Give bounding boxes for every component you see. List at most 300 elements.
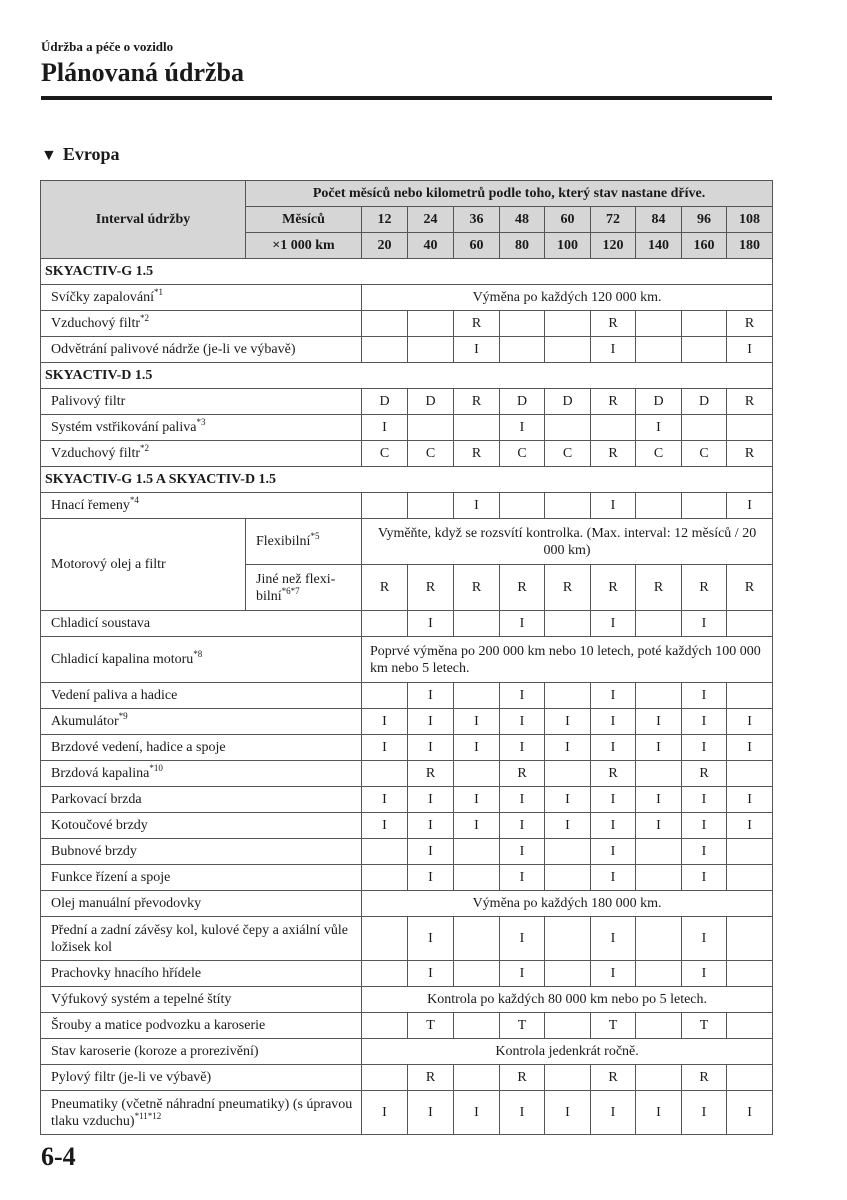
interval-note: Poprvé výměna po 200 000 km nebo 10 letech, poté každých 100 000 km nebo 5 letech. xyxy=(362,637,773,683)
table-row xyxy=(41,735,773,761)
interval-cell: D xyxy=(682,389,727,415)
interval-cell xyxy=(545,839,591,865)
interval-cell xyxy=(362,1065,408,1091)
table-row xyxy=(41,493,773,519)
interval-cell xyxy=(545,415,591,441)
interval-cell: R xyxy=(362,565,408,611)
interval-cell xyxy=(362,761,408,787)
interval-cell: I xyxy=(727,787,773,813)
interval-header: Interval údržby xyxy=(41,181,246,259)
interval-cell: I xyxy=(682,683,727,709)
item-label-cell xyxy=(41,787,362,813)
interval-cell: I xyxy=(591,493,636,519)
item-label-cell xyxy=(41,961,362,987)
interval-cell: I xyxy=(682,917,727,961)
table-row xyxy=(41,891,773,917)
interval-cell: I xyxy=(636,1091,682,1135)
month-value: 48 xyxy=(500,207,545,233)
month-value: 36 xyxy=(454,207,500,233)
km-label: ×1 000 km xyxy=(246,233,362,259)
section-row xyxy=(41,467,773,493)
item-label: Odvětrání palivové nádrže (je-li ve výbavě) xyxy=(51,342,296,357)
interval-cell xyxy=(454,961,500,987)
oil-flexible-cell xyxy=(246,519,362,565)
item-label: Vzduchový filtr xyxy=(51,446,141,461)
interval-cell: I xyxy=(454,337,500,363)
interval-cell: I xyxy=(545,813,591,839)
interval-cell: R xyxy=(727,311,773,337)
table-row xyxy=(41,611,773,637)
interval-cell: R xyxy=(408,1065,454,1091)
months-label: Měsíců xyxy=(246,207,362,233)
month-value: 24 xyxy=(408,207,454,233)
table-row xyxy=(41,637,773,683)
interval-cell xyxy=(362,337,408,363)
interval-cell: I xyxy=(500,917,545,961)
interval-cell: I xyxy=(408,709,454,735)
interval-cell: C xyxy=(636,441,682,467)
item-label-cell xyxy=(41,337,362,363)
interval-cell: R xyxy=(727,565,773,611)
section-row xyxy=(41,363,773,389)
interval-cell: R xyxy=(545,565,591,611)
interval-cell: R xyxy=(500,761,545,787)
item-label-cell xyxy=(41,683,362,709)
item-label-cell xyxy=(41,493,362,519)
interval-cell: I xyxy=(727,493,773,519)
item-label: Olej manuální převodovky xyxy=(51,896,202,911)
interval-cell xyxy=(636,761,682,787)
interval-cell: I xyxy=(362,415,408,441)
interval-cell xyxy=(545,493,591,519)
item-label-cell xyxy=(41,987,362,1013)
interval-cell: D xyxy=(545,389,591,415)
interval-cell xyxy=(591,415,636,441)
month-value: 84 xyxy=(636,207,682,233)
table-row xyxy=(41,813,773,839)
interval-cell xyxy=(636,961,682,987)
interval-cell: I xyxy=(545,787,591,813)
interval-cell: I xyxy=(500,839,545,865)
interval-cell: I xyxy=(408,839,454,865)
interval-cell xyxy=(636,1065,682,1091)
interval-cell: I xyxy=(408,813,454,839)
interval-cell xyxy=(545,1065,591,1091)
item-label: Funkce řízení a spoje xyxy=(51,870,171,885)
interval-cell: R xyxy=(591,565,636,611)
interval-cell: T xyxy=(682,1013,727,1039)
maintenance-table xyxy=(40,180,773,1135)
interval-cell xyxy=(408,311,454,337)
interval-cell: I xyxy=(636,709,682,735)
interval-cell: I xyxy=(500,813,545,839)
interval-cell: C xyxy=(682,441,727,467)
interval-cell: I xyxy=(682,813,727,839)
item-label-cell xyxy=(41,311,362,337)
interval-cell: I xyxy=(591,787,636,813)
month-value: 96 xyxy=(682,207,727,233)
month-value: 60 xyxy=(545,207,591,233)
interval-cell: R xyxy=(591,311,636,337)
interval-cell: C xyxy=(545,441,591,467)
header-row-top xyxy=(41,181,773,207)
interval-cell xyxy=(636,611,682,637)
interval-cell: I xyxy=(500,865,545,891)
item-label: Vedení paliva a hadice xyxy=(51,688,178,703)
interval-cell: C xyxy=(362,441,408,467)
interval-cell: I xyxy=(408,917,454,961)
interval-cell: I xyxy=(408,683,454,709)
interval-cell xyxy=(636,683,682,709)
interval-cell xyxy=(454,839,500,865)
interval-cell: I xyxy=(682,611,727,637)
item-label-cell xyxy=(41,415,362,441)
interval-cell xyxy=(682,311,727,337)
item-label-cell xyxy=(41,441,362,467)
interval-cell: I xyxy=(500,415,545,441)
interval-cell xyxy=(636,917,682,961)
oil-other-label: Jiné než flexi-bilní xyxy=(256,571,336,604)
interval-cell: C xyxy=(500,441,545,467)
item-label: Pylový filtr (je-li ve výbavě) xyxy=(51,1070,212,1085)
table-row xyxy=(41,1065,773,1091)
km-value: 180 xyxy=(727,233,773,259)
page-title: Plánovaná údržba xyxy=(41,58,244,87)
km-value: 100 xyxy=(545,233,591,259)
item-label: Svíčky zapalování xyxy=(51,290,155,305)
interval-cell: R xyxy=(454,441,500,467)
item-label-cell xyxy=(41,1013,362,1039)
interval-cell: T xyxy=(591,1013,636,1039)
section-label: SKYACTIV-D 1.5 xyxy=(41,363,773,389)
item-label: Chladicí soustava xyxy=(51,616,151,631)
interval-cell xyxy=(682,493,727,519)
interval-cell xyxy=(454,761,500,787)
interval-cell xyxy=(500,337,545,363)
interval-cell: I xyxy=(408,611,454,637)
interval-cell: I xyxy=(682,865,727,891)
interval-cell: R xyxy=(727,389,773,415)
item-label-cell xyxy=(41,1065,362,1091)
interval-cell xyxy=(727,1013,773,1039)
interval-cell: R xyxy=(591,441,636,467)
item-label: Brzdové vedení, hadice a spoje xyxy=(51,740,226,755)
interval-cell: R xyxy=(636,565,682,611)
interval-cell: R xyxy=(682,761,727,787)
interval-cell xyxy=(636,311,682,337)
interval-cell xyxy=(727,611,773,637)
km-value: 80 xyxy=(500,233,545,259)
interval-cell xyxy=(362,961,408,987)
footnote-ref: *11*12 xyxy=(134,1110,162,1121)
table-row xyxy=(41,1013,773,1039)
interval-cell xyxy=(500,493,545,519)
table-row xyxy=(41,311,773,337)
interval-cell: I xyxy=(362,709,408,735)
interval-note: Kontrola po každých 80 000 km nebo po 5 letech. xyxy=(362,987,773,1013)
interval-cell: I xyxy=(362,787,408,813)
item-label: Parkovací brzda xyxy=(51,792,142,807)
km-value: 140 xyxy=(636,233,682,259)
interval-cell: I xyxy=(454,709,500,735)
table-row xyxy=(41,987,773,1013)
interval-cell: R xyxy=(454,311,500,337)
table-row xyxy=(41,961,773,987)
interval-cell: R xyxy=(408,565,454,611)
interval-cell xyxy=(545,1013,591,1039)
interval-cell xyxy=(362,611,408,637)
footnote-ref: *10 xyxy=(149,763,163,773)
section-label: SKYACTIV-G 1.5 A SKYACTIV-D 1.5 xyxy=(41,467,773,493)
interval-cell: R xyxy=(591,389,636,415)
footnote-ref: *2 xyxy=(140,313,150,323)
interval-cell: R xyxy=(682,565,727,611)
interval-cell: I xyxy=(500,787,545,813)
interval-cell: I xyxy=(408,787,454,813)
item-label: Prachovky hnacího hřídele xyxy=(51,966,202,981)
interval-cell xyxy=(636,865,682,891)
interval-cell xyxy=(727,961,773,987)
interval-cell: I xyxy=(591,337,636,363)
table-row xyxy=(41,415,773,441)
interval-cell xyxy=(362,839,408,865)
interval-cell: I xyxy=(500,735,545,761)
interval-cell: I xyxy=(727,813,773,839)
interval-note: Výměna po každých 180 000 km. xyxy=(362,891,773,917)
interval-cell xyxy=(545,683,591,709)
interval-cell xyxy=(636,493,682,519)
interval-cell xyxy=(454,683,500,709)
footnote-ref: *3 xyxy=(196,417,206,427)
interval-cell: I xyxy=(636,415,682,441)
item-label: Pneumatiky (včetně náhradní pneumatiky) (s úpravou tlaku vzduchu) xyxy=(51,1096,353,1129)
interval-cell: R xyxy=(591,761,636,787)
item-label-cell xyxy=(41,285,362,311)
item-label: Hnací řemeny xyxy=(51,498,130,513)
interval-cell: I xyxy=(454,813,500,839)
footnote-ref: *9 xyxy=(118,711,128,721)
table-row xyxy=(41,865,773,891)
interval-cell xyxy=(727,415,773,441)
interval-cell: I xyxy=(727,709,773,735)
interval-note: Kontrola jedenkrát ročně. xyxy=(362,1039,773,1065)
interval-cell: I xyxy=(591,709,636,735)
interval-cell: R xyxy=(591,1065,636,1091)
month-value: 72 xyxy=(591,207,636,233)
interval-cell: I xyxy=(454,493,500,519)
item-label-cell xyxy=(41,839,362,865)
table-row xyxy=(41,1091,773,1135)
item-label: Palivový filtr xyxy=(51,394,126,409)
km-value: 160 xyxy=(682,233,727,259)
item-label: Přední a zadní závěsy kol, kulové čepy a axiální vůle ložisek kol xyxy=(51,922,349,955)
interval-cell: I xyxy=(591,865,636,891)
interval-cell: I xyxy=(591,961,636,987)
breadcrumb: Údržba a péče o vozidlo xyxy=(41,39,174,54)
interval-cell: R xyxy=(408,761,454,787)
item-label: Stav karoserie (koroze a prorezivění) xyxy=(51,1044,259,1059)
table-body xyxy=(41,181,773,1135)
interval-cell: R xyxy=(500,1065,545,1091)
item-label: Vzduchový filtr xyxy=(51,316,141,331)
table-row xyxy=(41,285,773,311)
table-row xyxy=(41,389,773,415)
item-label-cell xyxy=(41,735,362,761)
item-label: Bubnové brzdy xyxy=(51,844,137,859)
km-value: 60 xyxy=(454,233,500,259)
interval-cell xyxy=(727,761,773,787)
month-value: 108 xyxy=(727,207,773,233)
item-label: Kotoučové brzdy xyxy=(51,818,148,833)
interval-cell xyxy=(545,611,591,637)
km-value: 120 xyxy=(591,233,636,259)
item-label: Brzdová kapalina xyxy=(51,766,150,781)
footnote-ref: *2 xyxy=(140,443,150,453)
table-row xyxy=(41,519,773,565)
interval-cell: I xyxy=(727,735,773,761)
interval-cell: I xyxy=(682,735,727,761)
interval-cell: T xyxy=(408,1013,454,1039)
km-value: 40 xyxy=(408,233,454,259)
interval-cell xyxy=(727,1065,773,1091)
section-heading xyxy=(41,144,120,165)
interval-cell: I xyxy=(636,735,682,761)
title-rule xyxy=(41,96,772,100)
table-row xyxy=(41,709,773,735)
interval-cell xyxy=(454,1013,500,1039)
interval-cell: D xyxy=(362,389,408,415)
interval-cell: R xyxy=(454,565,500,611)
item-label: Chladicí kapalina motoru xyxy=(51,652,194,667)
interval-cell: C xyxy=(408,441,454,467)
interval-cell: I xyxy=(500,709,545,735)
interval-cell: I xyxy=(454,787,500,813)
table-row xyxy=(41,683,773,709)
footnote-ref: *8 xyxy=(193,649,203,659)
interval-cell xyxy=(727,683,773,709)
interval-cell: I xyxy=(500,683,545,709)
item-label-cell xyxy=(41,709,362,735)
interval-cell xyxy=(682,415,727,441)
footnote-ref: *5 xyxy=(310,531,320,541)
interval-cell: I xyxy=(500,611,545,637)
interval-cell: I xyxy=(408,865,454,891)
interval-cell: I xyxy=(682,1091,727,1135)
triangle-down-icon: ▼ xyxy=(41,147,57,164)
item-label-cell xyxy=(41,637,362,683)
item-label-cell xyxy=(41,761,362,787)
interval-cell: I xyxy=(727,337,773,363)
table-row xyxy=(41,917,773,961)
interval-cell xyxy=(636,337,682,363)
table-row xyxy=(41,761,773,787)
interval-cell xyxy=(727,917,773,961)
interval-cell xyxy=(454,415,500,441)
interval-note: Výměna po každých 120 000 km. xyxy=(362,285,773,311)
item-label-cell xyxy=(41,389,362,415)
interval-cell: R xyxy=(682,1065,727,1091)
item-label: Výfukový systém a tepelné štíty xyxy=(51,992,232,1007)
interval-cell: R xyxy=(727,441,773,467)
table-row xyxy=(41,787,773,813)
item-label-cell xyxy=(41,917,362,961)
interval-cell: I xyxy=(545,735,591,761)
header-top-text: Počet měsíců nebo kilometrů podle toho, který stav nastane dříve. xyxy=(246,181,773,207)
section-title: Evropa xyxy=(62,144,120,164)
interval-cell xyxy=(454,917,500,961)
interval-cell xyxy=(545,917,591,961)
interval-cell: I xyxy=(682,961,727,987)
interval-cell xyxy=(362,917,408,961)
interval-cell xyxy=(636,1013,682,1039)
table-row xyxy=(41,1039,773,1065)
interval-cell: I xyxy=(591,735,636,761)
interval-cell xyxy=(408,337,454,363)
interval-cell: I xyxy=(362,1091,408,1135)
interval-cell: I xyxy=(682,839,727,865)
km-value: 20 xyxy=(362,233,408,259)
interval-cell xyxy=(362,311,408,337)
month-value: 12 xyxy=(362,207,408,233)
interval-cell xyxy=(545,311,591,337)
item-label-cell xyxy=(41,891,362,917)
interval-cell: R xyxy=(454,389,500,415)
interval-cell: I xyxy=(454,1091,500,1135)
interval-cell: I xyxy=(591,1091,636,1135)
interval-cell: I xyxy=(545,1091,591,1135)
oil-other-cell xyxy=(246,565,362,611)
interval-note: Vyměňte, když se rozsvítí kontrolka. (Max. interval: 12 měsíců / 20 000 km) xyxy=(362,519,773,565)
interval-cell: I xyxy=(727,1091,773,1135)
interval-cell xyxy=(362,1013,408,1039)
interval-cell: I xyxy=(408,1091,454,1135)
table-row xyxy=(41,839,773,865)
interval-cell: I xyxy=(636,813,682,839)
interval-cell xyxy=(682,337,727,363)
interval-cell xyxy=(408,493,454,519)
interval-cell: I xyxy=(454,735,500,761)
footnote-ref: *4 xyxy=(129,495,139,505)
interval-cell: I xyxy=(591,813,636,839)
interval-cell: I xyxy=(591,839,636,865)
interval-cell: I xyxy=(500,961,545,987)
interval-cell: I xyxy=(545,709,591,735)
interval-cell: I xyxy=(500,1091,545,1135)
item-label-cell xyxy=(41,813,362,839)
interval-cell xyxy=(408,415,454,441)
interval-cell: I xyxy=(591,611,636,637)
interval-cell: I xyxy=(408,735,454,761)
item-label-cell xyxy=(41,1039,362,1065)
table-row xyxy=(41,337,773,363)
item-label: Motorový olej a filtr xyxy=(51,557,166,572)
page-number: 6-4 xyxy=(41,1142,76,1171)
interval-cell xyxy=(545,865,591,891)
oil-flexible-label: Flexibilní xyxy=(256,534,311,549)
section-label: SKYACTIV-G 1.5 xyxy=(41,259,773,285)
interval-cell xyxy=(454,611,500,637)
table-row xyxy=(41,441,773,467)
interval-cell xyxy=(362,493,408,519)
interval-cell xyxy=(362,683,408,709)
interval-cell xyxy=(454,865,500,891)
interval-cell: R xyxy=(500,565,545,611)
interval-cell: I xyxy=(636,787,682,813)
interval-cell xyxy=(545,337,591,363)
footnote-ref: *6*7 xyxy=(281,585,300,596)
interval-cell xyxy=(545,961,591,987)
interval-cell: I xyxy=(362,735,408,761)
